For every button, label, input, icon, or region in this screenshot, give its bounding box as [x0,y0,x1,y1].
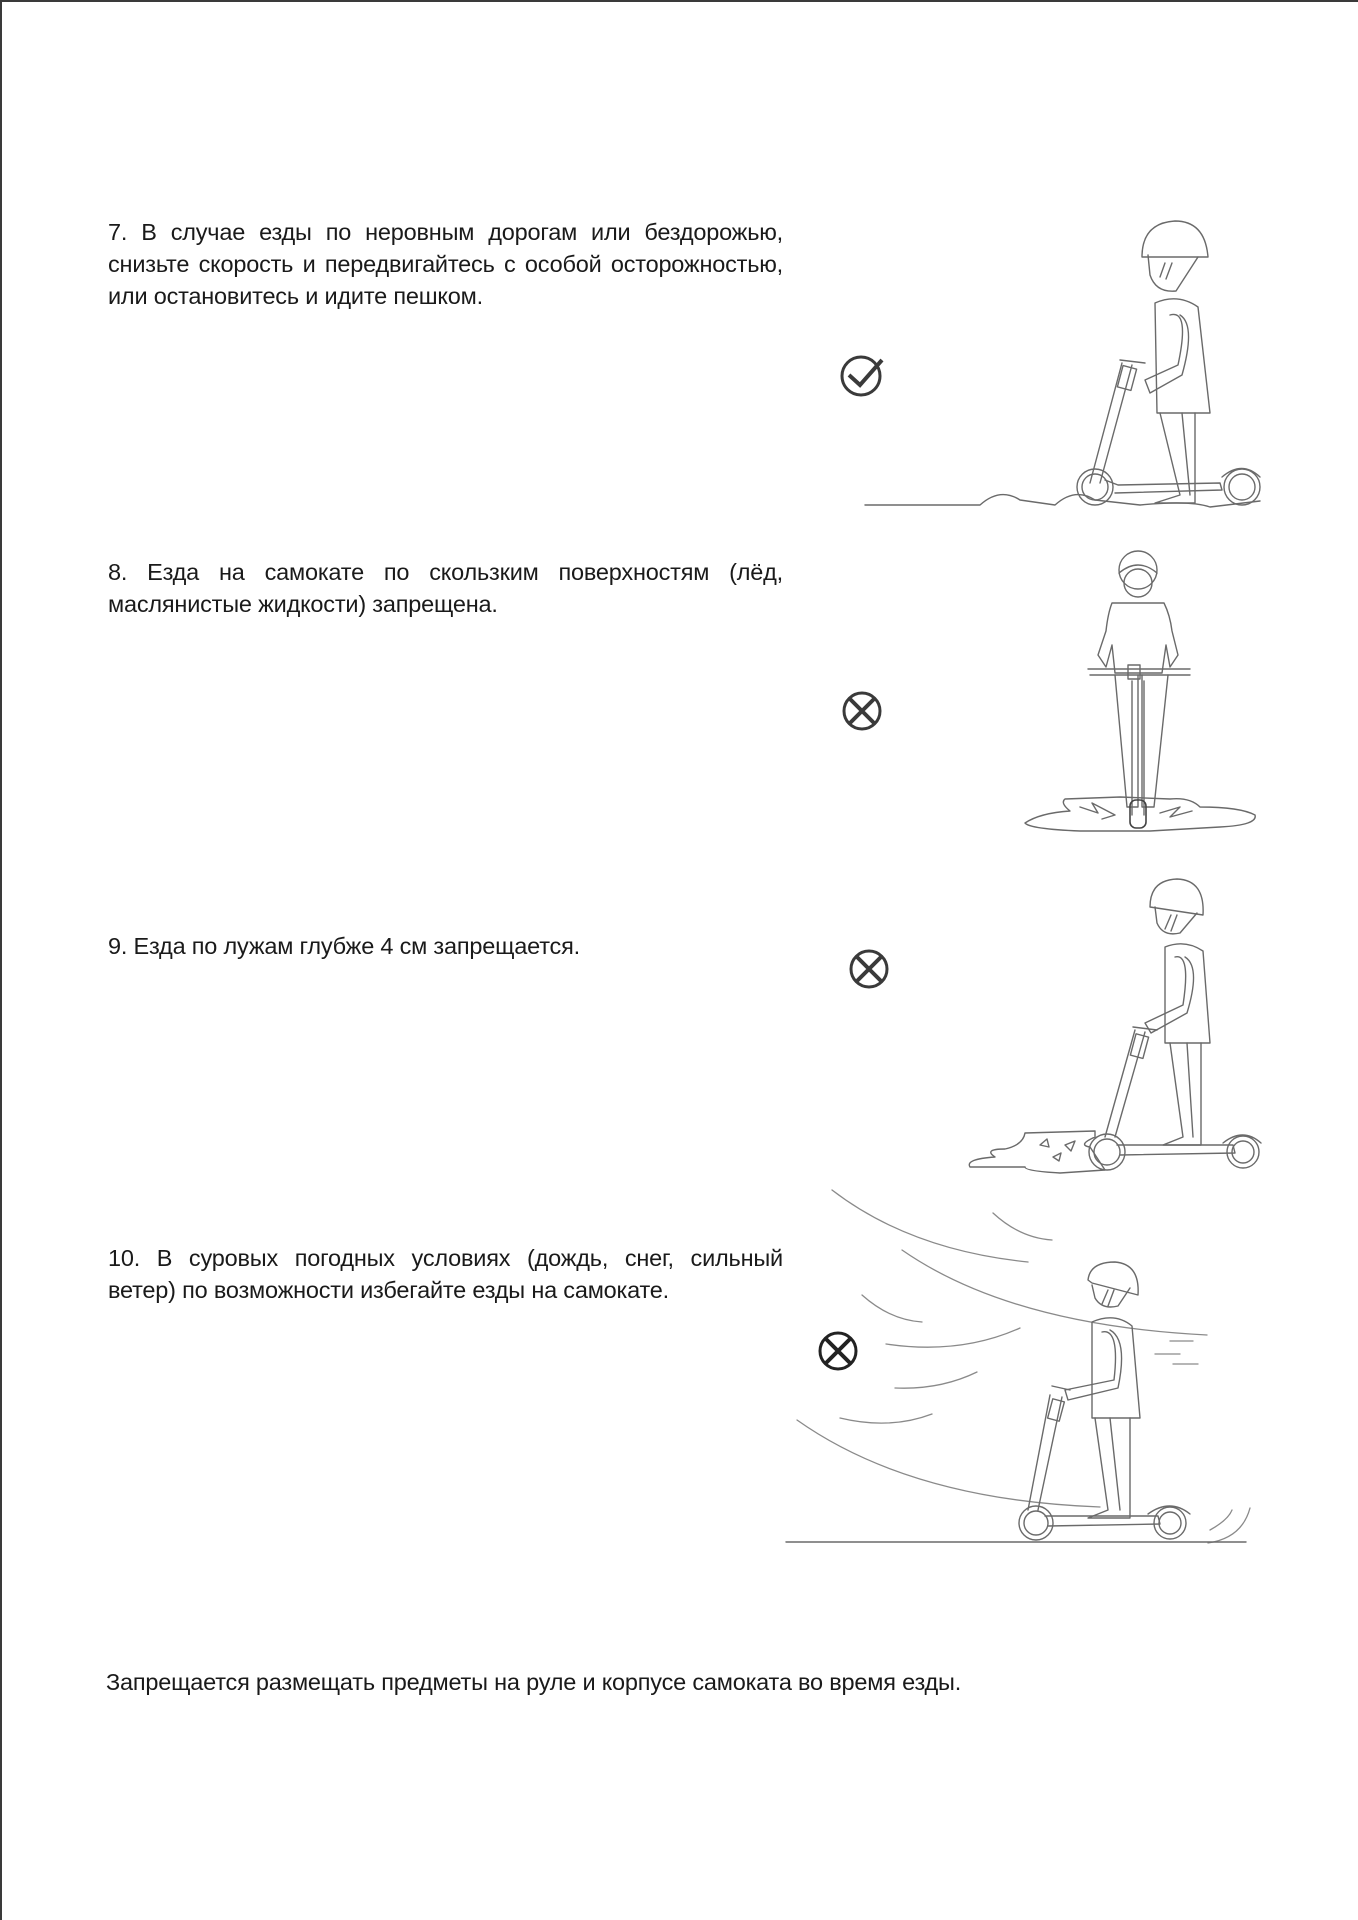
section-9-text: 9. Езда по лужам глубже 4 см запрещается. [108,933,580,959]
page-border-top [0,0,1358,2]
section-8-text: 8. Езда на самокате по скользким поверхностям (лёд, маслянистые жидкости) запрещена. [108,559,783,617]
page-border-left [0,0,2,1920]
rider-on-uneven-road-illustration [860,215,1280,515]
rider-front-view-slippery-puddle-illustration [1020,545,1260,840]
footer-warning-note: Запрещается размещать предметы на руле и корпусе самоката во время езды. [106,1669,962,1695]
section-7-text: 7. В случае езды по неровным дорогам или бездорожью, снизьте скорость и передвигайтесь с особой осторожностью, или остановитесь и идите пешком. [108,219,783,309]
prohibited-x-circle-icon [841,690,883,732]
rider-in-deep-puddle-illustration [965,875,1265,1175]
section-10-text: 10. В суровых погодных условиях (дождь, снег, сильный ветер) по возможности избегайте езды на самокате. [108,1245,783,1303]
rider-in-strong-wind-illustration [780,1180,1260,1550]
prohibited-x-circle-icon [848,948,890,990]
